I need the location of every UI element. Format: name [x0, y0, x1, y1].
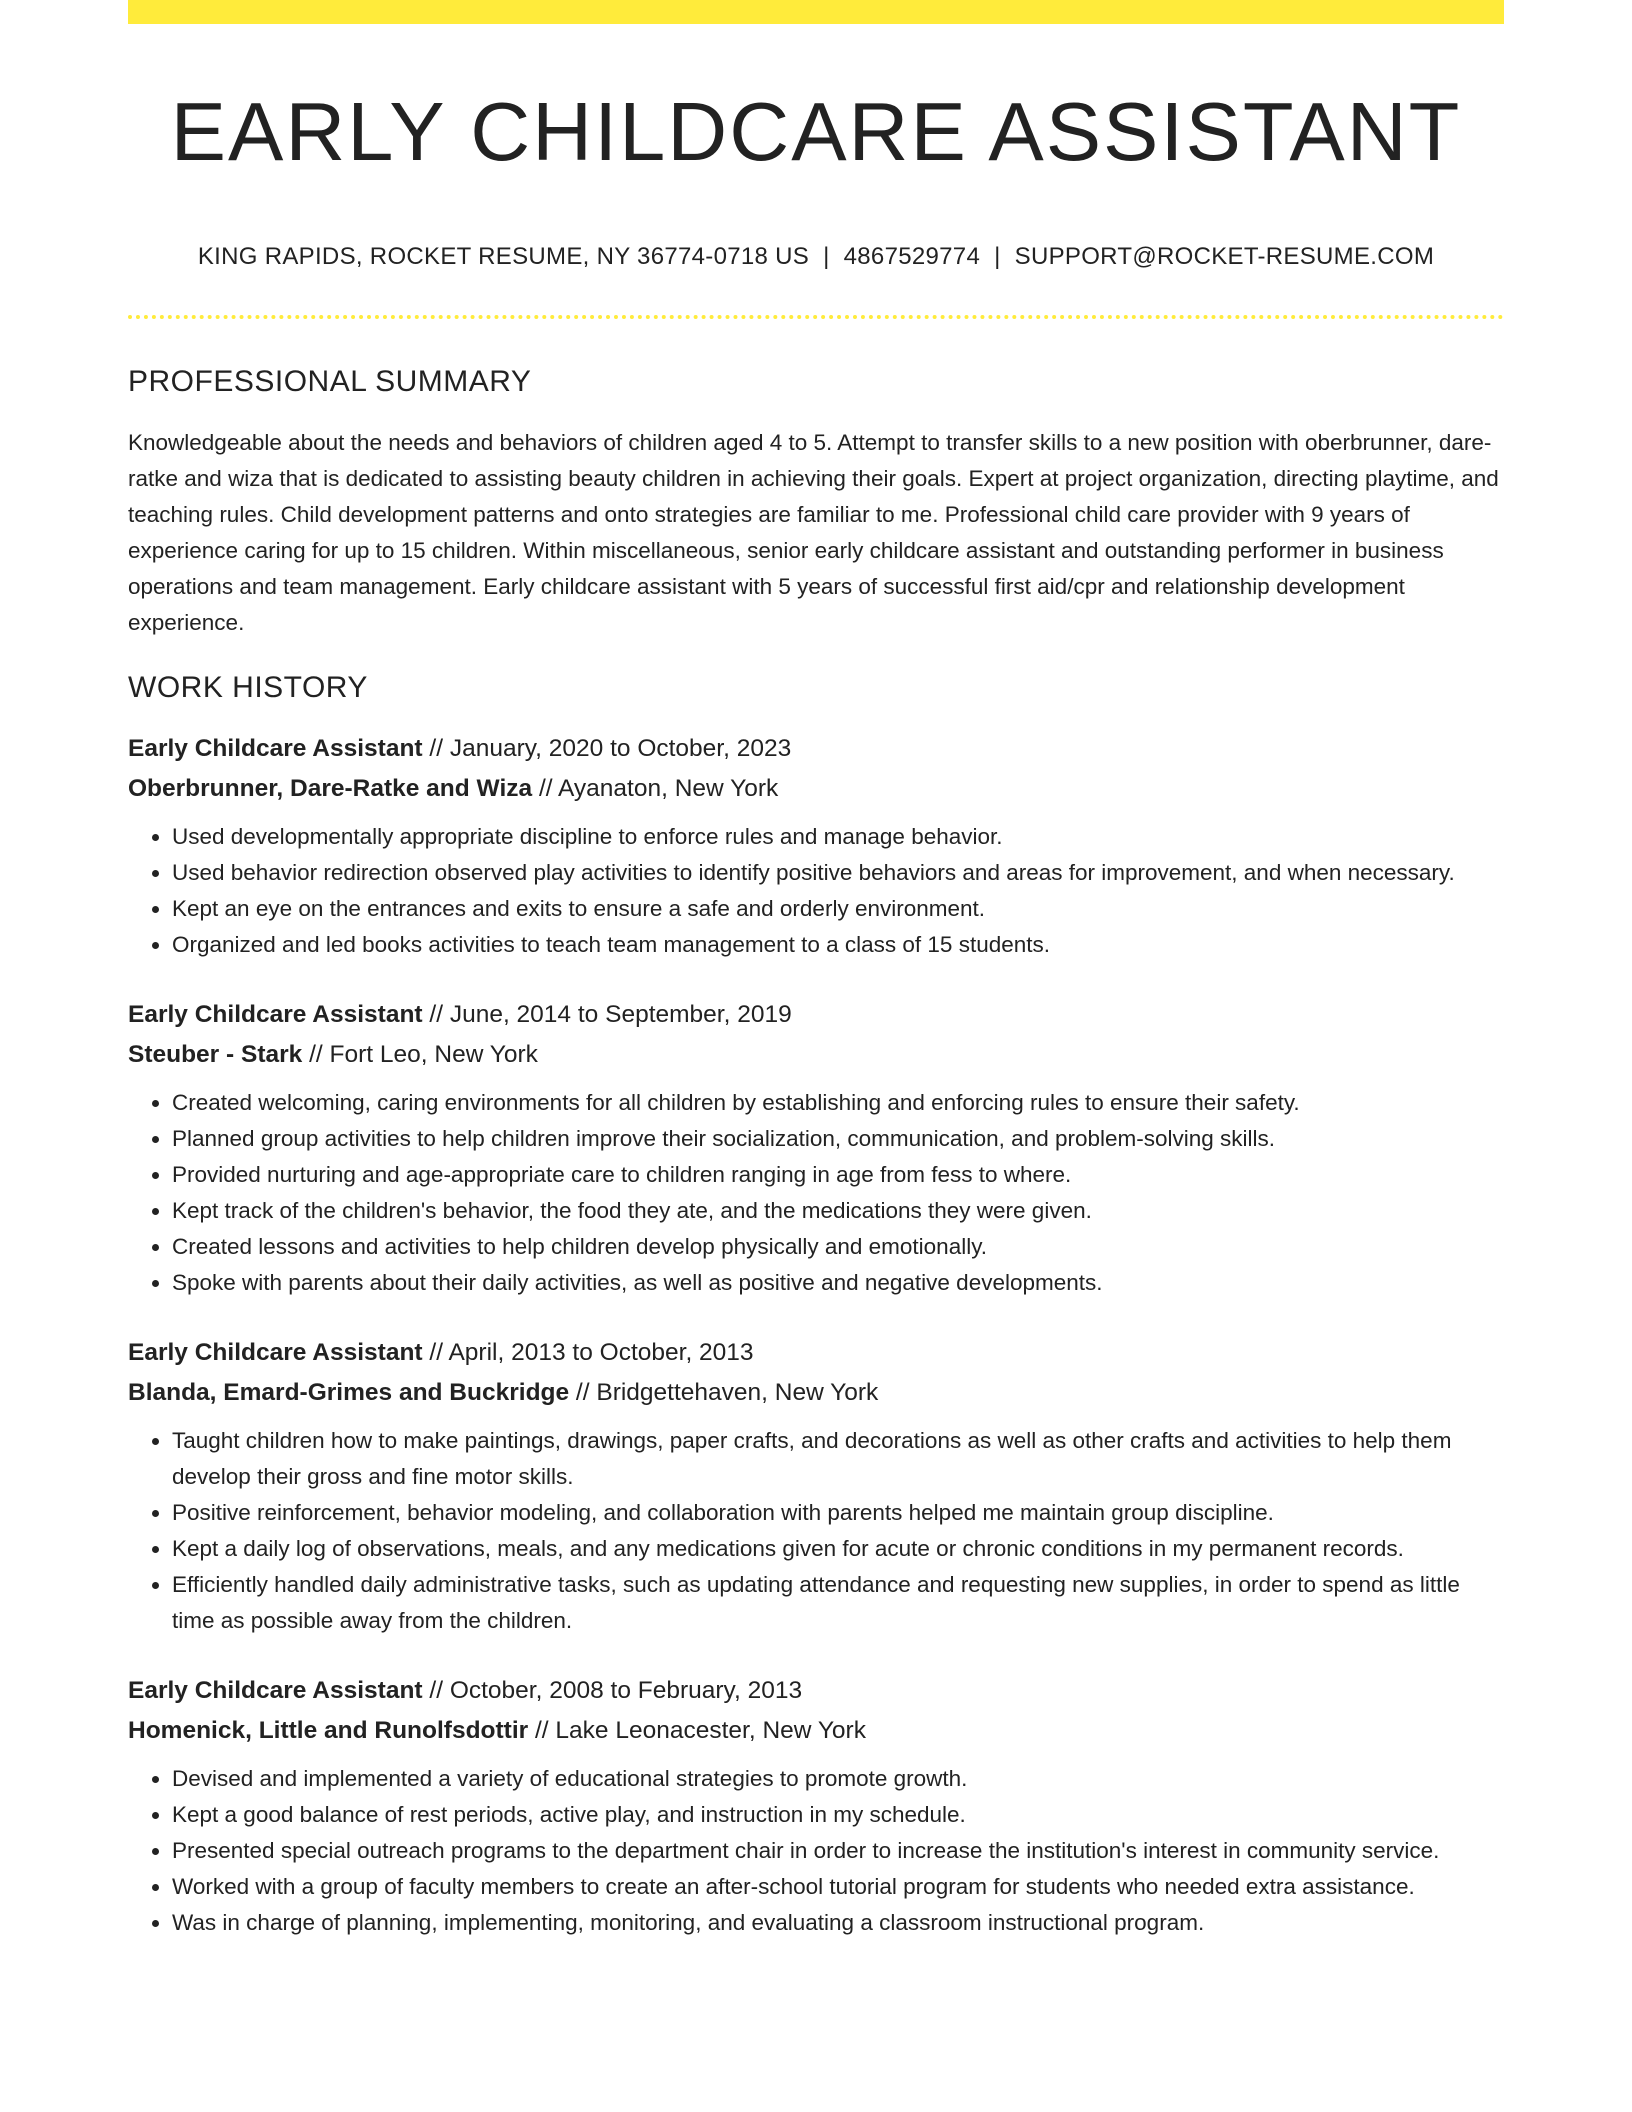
job-dates: June, 2014 to September, 2019 — [449, 1001, 792, 1029]
job-divider: // — [422, 1677, 450, 1705]
accent-top-bar — [128, 0, 1504, 24]
job-dates: April, 2013 to October, 2013 — [448, 1339, 754, 1367]
job-location: Bridgettehaven, New York — [596, 1379, 879, 1407]
job-title: Early Childcare Assistant — [128, 1677, 423, 1705]
job-divider: // — [422, 1001, 450, 1029]
job-entry — [128, 995, 1504, 1301]
job-bullet-item: • Taught children how to make paintings, drawings, paper crafts, and decorations as well as other crafts and activities to help them develop their gross and fine motor skills. — [172, 1423, 1504, 1495]
contact-separator: | — [823, 243, 830, 271]
job-title: Early Childcare Assistant — [128, 735, 423, 763]
job-divider: // — [532, 775, 559, 803]
job-title: Early Childcare Assistant — [128, 1001, 423, 1029]
summary-heading: PROFESSIONAL SUMMARY — [128, 365, 532, 399]
job-bullet-item: • Kept track of the children's behavior, the food they ate, and the medications they were given. — [172, 1193, 1504, 1229]
job-bullets — [128, 1423, 1504, 1639]
job-divider: // — [422, 1339, 449, 1367]
job-bullet-item: • Created lessons and activities to help children develop physically and emotionally. — [172, 1229, 1504, 1265]
job-title-line — [128, 1671, 1504, 1711]
job-bullet-item: • Planned group activities to help children improve their socialization, communication, and problem-solving skills. — [172, 1121, 1504, 1157]
work-history-list — [128, 729, 1504, 1941]
job-bullet-item: • Presented special outreach programs to the department chair in order to increase the institution's interest in community service. — [172, 1833, 1504, 1869]
job-title-line — [128, 995, 1504, 1035]
job-bullet-item: • Worked with a group of faculty members to create an after-school tutorial program for students who needed extra assistance. — [172, 1869, 1504, 1905]
contact-line — [128, 243, 1504, 272]
contact-email: SUPPORT@ROCKET-RESUME.COM — [1014, 243, 1435, 271]
job-bullet-item: • Provided nurturing and age-appropriate care to children ranging in age from fess to where. — [172, 1157, 1504, 1193]
job-bullets — [128, 1085, 1504, 1301]
job-company-line — [128, 1373, 1504, 1413]
job-bullet-item: • Kept a good balance of rest periods, active play, and instruction in my schedule. — [172, 1797, 1504, 1833]
job-dates: October, 2008 to February, 2013 — [449, 1677, 803, 1705]
job-bullet-item: • Devised and implemented a variety of educational strategies to promote growth. — [172, 1761, 1504, 1797]
job-dates: January, 2020 to October, 2023 — [449, 735, 792, 763]
job-company: Oberbrunner, Dare-Ratke and Wiza — [128, 775, 533, 803]
resume-page — [128, 0, 1504, 1941]
job-bullet-item: • Kept a daily log of observations, meals, and any medications given for acute or chronic conditions in my permanent records. — [172, 1531, 1504, 1567]
job-title-line — [128, 1333, 1504, 1373]
job-company-line — [128, 769, 1504, 809]
job-entry — [128, 729, 1504, 963]
job-bullet-item: • Positive reinforcement, behavior modeling, and collaboration with parents helped me maintain group discipline. — [172, 1495, 1504, 1531]
job-company: Blanda, Emard-Grimes and Buckridge — [128, 1379, 570, 1407]
job-location: Lake Leonacester, New York — [555, 1717, 866, 1745]
job-divider: // — [528, 1717, 556, 1745]
job-divider: // — [422, 735, 450, 763]
job-bullets — [128, 819, 1504, 963]
job-entry — [128, 1671, 1504, 1941]
job-bullet-item: • Used behavior redirection observed play activities to identify positive behaviors and areas for improvement, and when necessary. — [172, 855, 1504, 891]
job-title-line — [128, 729, 1504, 769]
job-bullet-item: • Spoke with parents about their daily activities, as well as positive and negative developments. — [172, 1265, 1504, 1301]
job-bullet-item: • Organized and led books activities to teach team management to a class of 15 students. — [172, 927, 1504, 963]
job-company-line — [128, 1035, 1504, 1075]
summary-text: Knowledgeable about the needs and behaviors of children aged 4 to 5. Attempt to transfer skills to a new position with oberbrunner, dare-ratke and wiza that is dedicated to assisting beauty children in achieving their goals. Expert at project organization, directing playtime, and teaching rules. Child development patterns and onto strategies are familiar to me. Professional child care provider with 9 years of experience caring for up to 15 children. Within miscellaneous, senior early childcare assistant and outstanding performer in business operations and team management. Early childcare assistant with 5 years of successful first aid/cpr and relationship development experience. — [128, 430, 1499, 636]
job-entry — [128, 1333, 1504, 1639]
job-divider: // — [302, 1041, 330, 1069]
job-title: Early Childcare Assistant — [128, 1339, 423, 1367]
job-bullet-item: • Created welcoming, caring environments for all children by establishing and enforcing rules to ensure their safety. — [172, 1085, 1504, 1121]
work-history-heading: WORK HISTORY — [128, 671, 368, 705]
contact-address: KING RAPIDS, ROCKET RESUME, NY 36774-0718 US — [197, 243, 810, 271]
job-company: Steuber - Stark — [128, 1041, 303, 1069]
job-location: Fort Leo, New York — [329, 1041, 538, 1069]
contact-phone: 4867529774 — [843, 243, 981, 271]
job-divider: // — [569, 1379, 597, 1407]
job-bullet-item: • Used developmentally appropriate discipline to enforce rules and manage behavior. — [172, 819, 1504, 855]
job-bullet-item: • Efficiently handled daily administrative tasks, such as updating attendance and requesting new supplies, in order to spend as little time as possible away from the children. — [172, 1567, 1504, 1639]
dotted-divider — [128, 315, 1504, 319]
job-bullets — [128, 1761, 1504, 1941]
job-bullet-item: • Kept an eye on the entrances and exits to ensure a safe and orderly environment. — [172, 891, 1504, 927]
job-company: Homenick, Little and Runolfsdottir — [128, 1717, 529, 1745]
contact-separator: | — [994, 243, 1001, 271]
job-location: Ayanaton, New York — [558, 775, 779, 803]
job-bullet-item: • Was in charge of planning, implementing, monitoring, and evaluating a classroom instructional program. — [172, 1905, 1504, 1941]
resume-title: EARLY CHILDCARE ASSISTANT — [170, 85, 1462, 178]
job-company-line — [128, 1711, 1504, 1751]
